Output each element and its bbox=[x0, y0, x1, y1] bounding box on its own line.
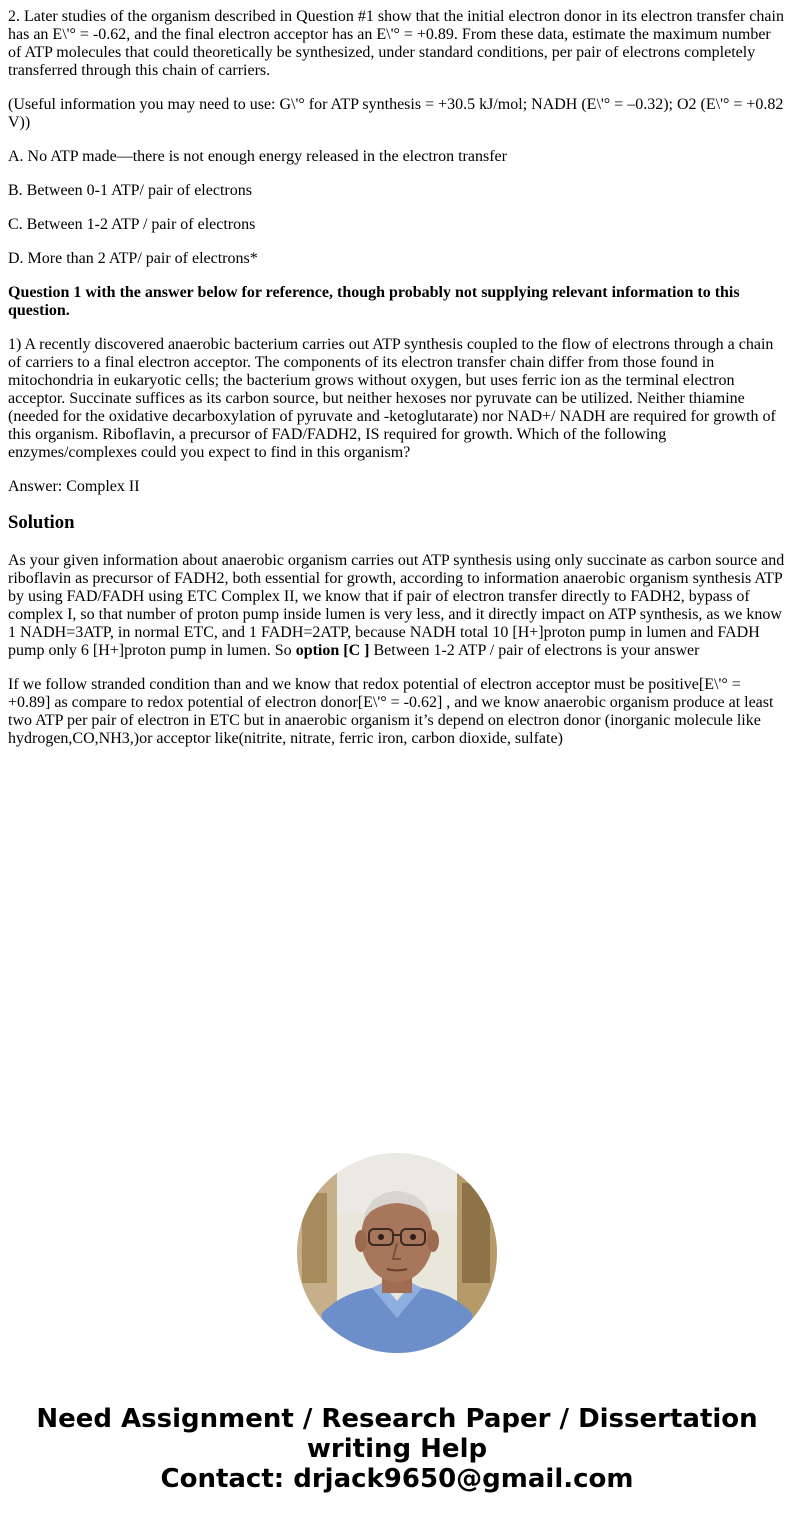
document-body bbox=[8, 8, 786, 764]
footer-contact-banner bbox=[0, 1404, 794, 1494]
option-b: B. Between 0-1 ATP/ pair of electrons bbox=[8, 182, 252, 199]
question-1-answer: Answer: Complex II bbox=[8, 478, 140, 495]
useful-information: (Useful information you may need to use: G\'° for ATP synthesis = +30.5 kJ/mol; NADH (E\'° = –0.32); O2 (E\'° = +0.82 V)) bbox=[8, 96, 784, 131]
option-d: D. More than 2 ATP/ pair of electrons* bbox=[8, 250, 258, 267]
footer-line-1: Need Assignment / Research Paper / Dissertation bbox=[36, 1404, 758, 1434]
solution-paragraph-1-start: As your given information about anaerobic organism carries out ATP synthesis using only succinate as carbon source and riboflavin as precursor of FADH2, both essential for growth, according to information anaerobic organism synthesis ATP by using FAD/FADH using ETC Complex II, we know that if pair of electron transfer directly to FADH2, bypass of complex I, so that number of proton pump inside lumen is very less, and it directly impact on ATP synthesis, as we know 1 NADH=3ATP, in normal ETC, and 1 FADH=2ATP, because NADH total 10 [H+]proton pump in lumen and FADH pump only 6 [H+]proton pump in lumen. So bbox=[8, 552, 785, 659]
footer-line-2: writing Help bbox=[306, 1434, 488, 1464]
question-1-text: 1) A recently discovered anaerobic bacterium carries out ATP synthesis coupled to the flow of electrons through a chain of carriers to a final electron acceptor. The components of its electron transfer chain differ from those found in mitochondria in eukaryotic cells; the bacterium grows without oxygen, but uses ferric ion as the terminal electron acceptor. Succinate suffices as its carbon source, but neither hexoses nor pyruvate can be utilized. Neither thiamine (needed for the oxidative decarboxylation of pyruvate and -ketoglutarate) nor NAD+/ NADH are required for growth of this organism. Riboflavin, a precursor of FAD/FADH2, IS required for growth. Which of the following enzymes/complexes could you expect to find in this organism? bbox=[8, 336, 776, 461]
option-a: A. No ATP made—there is not enough energy released in the electron transfer bbox=[8, 148, 507, 165]
question-intro: 2. Later studies of the organism described in Question #1 show that the initial electron donor in its electron transfer chain has an E\'° = -0.62, and the final electron acceptor has an E\'° = +0.89. From these data, estimate the maximum number of ATP molecules that could theoretically be synthesized, under standard conditions, per pair of electrons completely transferred through this chain of carriers. bbox=[8, 8, 784, 79]
solution-paragraph-1 bbox=[8, 552, 786, 660]
solution-paragraph-2: If we follow stranded condition than and we know that redox potential of electron acceptor must be positive[E\'° = +0.89] as compare to redox potential of electron donor[E\'° = -0.62] , and we know anaerobic organism produce at least two ATP per pair of electron in ETC but in anaerobic organism it’s depend on electron donor (inorganic molecule like hydrogen,CO,NH3,)or acceptor like(nitrite, nitrate, ferric iron, carbon dioxide, sulfate) bbox=[8, 676, 774, 747]
solution-answer-option: option [C ] bbox=[295, 642, 370, 659]
reference-heading: Question 1 with the answer below for reference, though probably not supplying relevant information to this question. bbox=[8, 284, 740, 319]
solution-heading: Solution bbox=[8, 512, 75, 533]
option-c: C. Between 1-2 ATP / pair of electrons bbox=[8, 216, 256, 233]
footer-contact-line: Contact: drjack9650@gmail.com bbox=[160, 1464, 634, 1494]
author-photo bbox=[297, 1153, 497, 1353]
solution-paragraph-1-end: Between 1-2 ATP / pair of electrons is your answer bbox=[369, 642, 700, 659]
